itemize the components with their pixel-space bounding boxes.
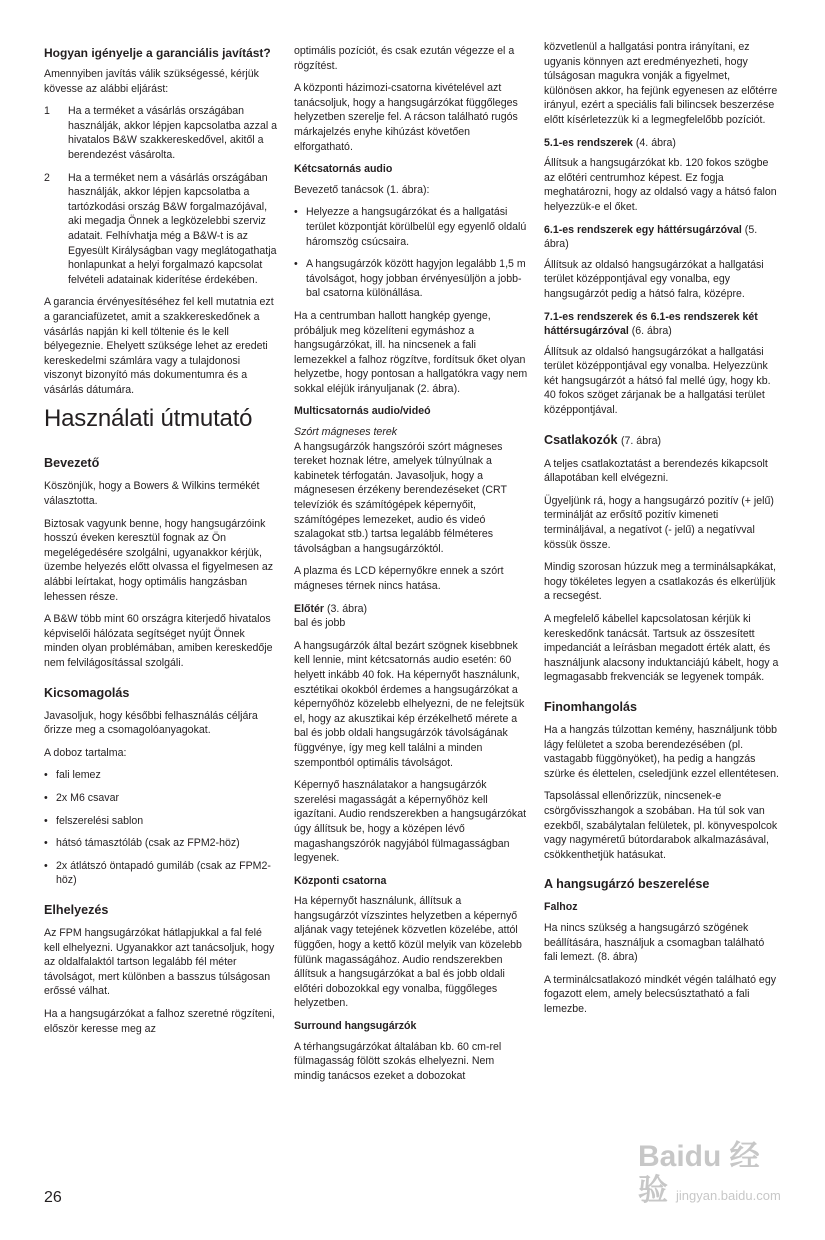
connections-heading [544, 432, 780, 449]
paragraph: Állítsuk az oldalsó hangsugárzókat a hallgatási terület középpontjával egy vonalba, egy hangsugárzót pedig a hátsó falra, középre. [544, 258, 764, 300]
paragraph: A térhangsugárzókat általában kb. 60 cm-rel fülmagasság fölött szokás elhelyezni. Nem mindig tanácsos ezeket a dobozokat [294, 1040, 502, 1082]
paragraph: A teljes csatlakoztatást a berendezés kikapcsolt állapotában kell elvégezni. [544, 457, 768, 485]
two-channel-list [294, 205, 528, 301]
surround-heading: Surround hangsugárzók [294, 1020, 417, 1033]
paragraph: Ügyeljünk rá, hogy a hangsugárzó pozitív (+ jelű) terminálját az erősítő pozitív kimeneti termináljával, a negatívot (- jelű) a negatívval kössük össze. [544, 494, 774, 551]
step-text: Ha a terméket nem a vásárlás országában használják, akkor lépjen kapcsolatba a tartózkodási ország B&W forgalmazójával, aki megadja Önnek a legközelebbi szerviz adatait. Felhívhatja még a B&W-t is az Egyesült Királyságban vagy meglátogathatja honlapunkat a helyi forgalmazó kapcsolat felvételi adatainak kiderítése érdekében. [68, 171, 277, 286]
heading-text: Csatlakozók [544, 432, 618, 447]
paragraph: optimális pozíciót, és csak ezután végezze el a rögzítést. [294, 45, 515, 72]
intro-heading: Bevezető [44, 456, 100, 471]
manual-title: Használati útmutató [44, 405, 253, 433]
front-heading [294, 602, 528, 617]
paragraph: közvetlenül a hallgatási pontra irányítani, ez ugyanis könnyen azt eredményezheti, hogy túlságosan magukra vonják a figyelmet, különösen akkor, ha fejünk egyenesen az előtérre irányul, ezért a speciális fali bilincsek beszerzése előtt kísérletezzük ki a legmegfelelőbb pozíciót. [544, 41, 778, 126]
subheading: bal és jobb [294, 617, 346, 630]
step-text: Ha a terméket a vásárlás országában használják, akkor lépjen kapcsolatba azzal a hivatalos B&W szakkereskedővel, akitől a berendezést vásárolta. [68, 105, 278, 161]
paragraph: A B&W több mint 60 országra kiterjedő hivatalos képviselői hálózata segítséget nyújt Önnek minden olyan problémában, amiben kereskedője nem felvilágosítással szolgáli. [44, 613, 273, 669]
s51-heading [544, 136, 780, 151]
paragraph: A terminálcsatlakozó mindkét végén található egy fogazott elem, amely belecsúsztatható a fali lemezbe. [544, 973, 777, 1015]
paragraph: Bevezető tanácsok (1. ábra): [294, 183, 430, 196]
box-contents-list [44, 768, 278, 888]
wall-subheading: Falhoz [544, 901, 578, 914]
heading-text: 6.1-es rendszerek egy háttérsugárzóval [544, 223, 742, 236]
warranty-intro: Amennyiben javítás válik szükségessé, kérjük kövesse az alábbi eljárást: [44, 68, 259, 95]
heading-text: 7.1-es rendszerek és 6.1-es rendszerek két háttérsugárzóval [544, 310, 758, 338]
paragraph: A központi házimozi-csatorna kivételével azt tanácsoljuk, hogy a hangsugárzókat függőleges helyzetben szerelje fel. A rácson található rugós márkajelzés enyhe kihúzást követően elforgatható. [294, 82, 518, 153]
list-item: • hátsó támasztóláb (csak az FPM2-höz) [44, 836, 278, 851]
s71-heading [544, 310, 780, 339]
figure-ref: (3. ábra) [326, 602, 368, 615]
watermark [638, 1140, 788, 1230]
warranty-steps [44, 104, 278, 287]
figure-ref: (5. ábra) [544, 223, 758, 251]
figure-ref: (4. ábra) [635, 136, 676, 149]
paragraph: A hangsugárzók hangszórói szórt mágneses tereket hoznak létre, amelyek túlnyúlnak a kabinetek térfogatán. Javasoljuk, hogy a mágnesesen érzékeny berendezéseket (CRT televíziók és számítógépek képernyőit, számítógépes lemezeket, audio és videó szalagokat stb.) tartsa legalább félméteres távolságban a hangsugárzóktól. [294, 440, 507, 555]
figure-ref: (6. ábra) [631, 325, 672, 338]
warranty-note: A garancia érvényesítéséhez fel kell mutatnia ezt a garanciafüzetet, amit a szakkereskedőnek a vásárlás napján ki kell töltenie és le kell bélyegeznie. Ehelyett szüksége lehet az eredeti kereskedelmi számlára vagy a tulajdonosi viszonyt bizonyító más dokumentumra és a vásárlás dátumára. [44, 296, 274, 396]
warranty-heading: Hogyan igényelje a garanciális javítást? [44, 46, 271, 60]
heading-text: 5.1-es rendszerek [544, 136, 633, 149]
list-item: • 2x átlátszó öntapadó gumiláb (csak az FPM2-höz) [44, 859, 278, 888]
paragraph: A megfelelő kábellel kapcsolatosan kérjük ki kereskedőnk tanácsát. Tartsuk az összesített impedanciát a leírásban megadott érték alatt, és használjunk alacsony induktanciájú kábelt, hogy a legmagasabb frekvenciák se legyenek tompák. [544, 613, 779, 684]
placement-heading: Elhelyezés [44, 902, 109, 917]
installation-heading: A hangsugárzó beszerelése [544, 877, 710, 892]
multichannel-heading: Multicsatornás audio/videó [294, 405, 431, 418]
list-item: • A hangsugárzók között hagyjon legalább 1,5 m távolságot, hogy jobban érvényesüljön a jobb-bal csatorna különállása. [294, 257, 528, 301]
paragraph: Javasoljuk, hogy későbbi felhasználás céljára őrizze meg a csomagolóanyagokat. [44, 709, 258, 737]
step-number: 1 [44, 105, 50, 118]
list-item: • fali lemez [44, 768, 278, 783]
paragraph: A plazma és LCD képernyőkre ennek a szórt mágneses térnek nincs hatása. [294, 565, 504, 592]
heading-text: Előtér [294, 602, 325, 615]
warranty-step [44, 104, 278, 162]
paragraph: Köszönjük, hogy a Bowers & Wilkins termékét választotta. [44, 480, 260, 508]
step-number: 2 [44, 171, 50, 184]
paragraph: Az FPM hangsugárzókat hátlapjukkal a fal felé kell elhelyezni. Ugyanakkor azt tanácsoljuk, hogy az oldalfalaktól tartson legalább fél méter távolságot, mert különben a basszus túlságosan erőssé válhat. [44, 926, 275, 998]
paragraph: Ha a centrumban hallott hangkép gyenge, próbáljuk meg közelíteni egymáshoz a hangsugárzókat, ill. ha nincsenek a fali lemezekkel a falhoz rögzítve, fordítsuk őket olyan helyzetbe, hogy pontosan a hallgatókra vagy nem sokkal eléjük irányuljanak (2. ábra). [294, 309, 528, 395]
packaging-heading: Kicsomagolás [44, 685, 130, 700]
figure-ref: (7. ábra) [621, 434, 662, 447]
paragraph: Ha a hangsugárzókat a falhoz szeretné rögzíteni, először keresse meg az [44, 1007, 275, 1035]
column-3 [544, 40, 780, 1024]
watermark-logo: Baidu 经验 [638, 1140, 760, 1207]
paragraph: Mindig szorosan húzzuk meg a terminálsapkákat, hogy tökéletes legyen a csatlakozás és elkerüljük a recsegést. [544, 561, 776, 603]
paragraph: Ha képernyőt használunk, állítsuk a hangsugárzót vízszintes helyzetben a képernyő aljának vagy tetejének közvetlen közelébe, attól függően, hogy a kettő közül melyik van közelebb fülünk magasságához. Audio rendszerekben állítsuk a hangsugárzókat a bal és jobb oldali előtéri dobozokkal egy vonalba, függőleges helyzetben. [294, 895, 522, 1010]
paragraph: Biztosak vagyunk benne, hogy hangsugárzóink hosszú éveken keresztül fognak az Ön megelégedésére szolgálni, ugyanakkor kérjük, üzembe helyezés előtt olvassa el figyelmesen az alábbi leírtakat, hogy optimális hangzásban lehessen része. [44, 517, 274, 603]
column-1 [44, 40, 278, 1044]
paragraph: Ha a hangzás túlzottan kemény, használjunk több lágy felületet a szoba berendezésében (pl. vastagabb függönyöket), ha pedig a hangzás szürke és élettelen, cseledjünk ezzel ellentétesen. [544, 723, 779, 780]
two-channel-heading: Kétcsatornás audio [294, 163, 393, 176]
paragraph: A hangsugárzók által bezárt szögnek kisebbnek kell lennie, mint kétcsatornás audio esetén: 60 helyett inkább 40 fok. Ha képernyőt használunk, esztétikai okokból érdemes a hangsugárzókat a képernyőhöz közelebb elhelyezni, de ne felejtsük el, hogy az akusztikai kép érzékelhető mérete a bal és jobb oldali hangsugárzók távolságának függvénye, így meg kell találni a minden szempontból optimális távolságot. [294, 639, 525, 769]
list-item: • 2x M6 csavar [44, 791, 278, 806]
paragraph: Tapsolással ellenőrizzük, nincsenek-e csörgővisszhangok a szobában. Ha túl sok van ezekből, szabálytalan felületek, pl. könyvespolcok vagy nagyméretű bútordarabok alkalmazásával, csökkenthetjük hatásukat. [544, 790, 778, 861]
s61-heading [544, 223, 780, 252]
subheading: Szórt mágneses terek [294, 426, 398, 439]
finetuning-heading: Finomhangolás [544, 699, 638, 714]
warranty-step [44, 171, 278, 288]
list-item: • felszerelési sablon [44, 814, 278, 829]
watermark-url: jingyan.baidu.com [676, 1188, 781, 1203]
paragraph: Állítsuk az oldalsó hangsugárzókat a hallgatási terület középpontjával egy vonalba. Helyezzünk két hangsugárzót a hátsó fal mellé úgy, hogy kb. 40 fokos szöget zárjanak be a hallgatási terület középpontjával. [544, 345, 771, 417]
column-2 [294, 44, 528, 1091]
paragraph: Képernyő használatakor a hangsugárzók szerelési magasságát a képernyőhöz kell igazítani. Audio rendszerekben a hangsugárzókat úgy állítsuk be, hogy a középen lévő magashangszórók nagyjából fülmagasságban legyenek. [294, 779, 527, 865]
paragraph: Állítsuk a hangsugárzókat kb. 120 fokos szögbe az előtéri centrumhoz képest. Ez fogja meghatározni, hogy az oldalsó vagy a hátsó falon helyezzük-e el őket. [544, 157, 777, 213]
list-item: • Helyezze a hangsugárzókat és a hallgatási terület központját körülbelül egy egyenlő oldalú háromszög csúcsaira. [294, 205, 528, 249]
page-number: 26 [44, 1189, 62, 1206]
paragraph: A doboz tartalma: [44, 746, 127, 759]
center-heading: Központi csatorna [294, 874, 387, 887]
paragraph: Ha nincs szükség a hangsugárzó szögének beállítására, használjuk a csomagban található fali lemezt. (8. ábra) [544, 921, 765, 964]
